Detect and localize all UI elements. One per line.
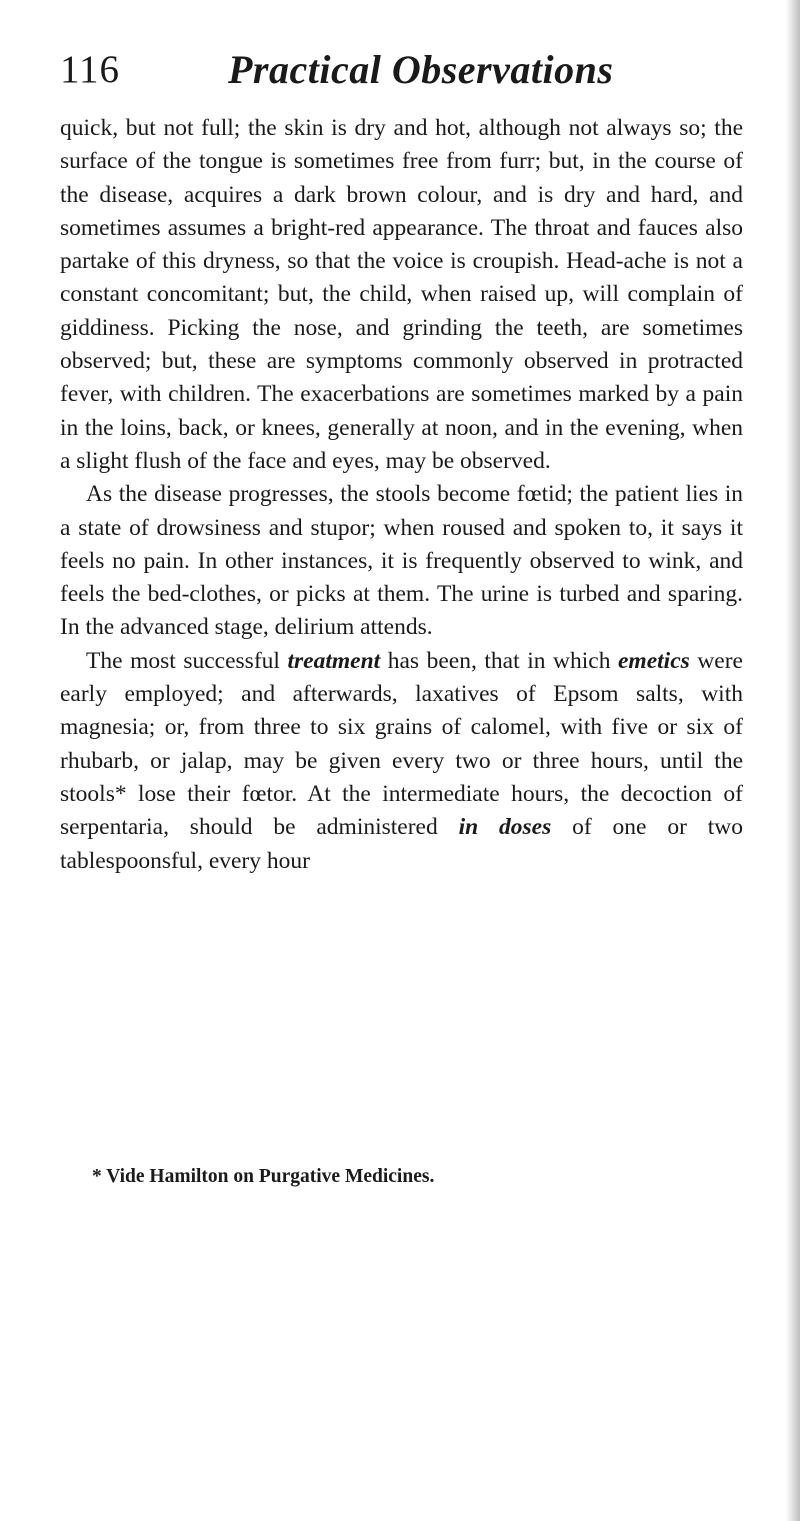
paragraph-2: As the disease progresses, the stools become fœtid; the patient lies in a state of drowsiness and stupor; when roused and spoken to, it says it feels no pain. In other instances, it is frequently observed to wink, and feels the bed-clothes, or picks at them. The urine is turbed and sparing. In the advanced stage, delirium attends. [60,481,743,641]
paragraph-3-text-2: has been, that in which [380,647,618,674]
emphasis-treatment: treatment [287,647,381,674]
page-edge-shadow [786,0,800,1521]
body-text [60,112,743,878]
paragraph-3-text-1: The most successful [86,647,288,674]
paragraph-1: quick, but not full; the skin is dry and hot, although not always so; the surface of the tongue is sometimes free from furr; but, in the course of the disease, acquires a dark brown colour, and is dry and hard, and sometimes assumes a bright-red appearance. The throat and fauces also partake of this dryness, so that the voice is croupish. Head-ache is not a constant concomitant; but, the child, when raised up, will complain of giddiness. Picking the nose, and grinding the teeth, are sometimes observed; but, these are symptoms commonly observed in protracted fever, with children. The exacerbations are sometimes marked by a pain in the loins, back, or knees, generally at noon, and in the evening, when a slight flush of the face and eyes, may be observed. [60,115,743,474]
page-header [60,40,760,100]
paragraph-3 [60,645,743,878]
paragraph-3-text-4: of one or two tablespoonsful, every hour [60,814,743,874]
paragraph-3-text-3: were early employed; and afterwards, laxatives of Epsom salts, with magnesia; or, from three to six grains of calomel, with five or six of rhubarb, or jalap, may be given every two or three hours, until the stools* lose their fœtor. At the intermediate hours, the decoction of serpentaria, should be administered [60,647,743,841]
running-title: Practical Observations [228,47,614,92]
emphasis-in-doses: in doses [458,814,552,841]
footnote: * Vide Hamilton on Purgative Medicines. [92,1166,435,1187]
page-number: 116 [60,48,121,91]
emphasis-emetics: emetics [618,647,690,674]
